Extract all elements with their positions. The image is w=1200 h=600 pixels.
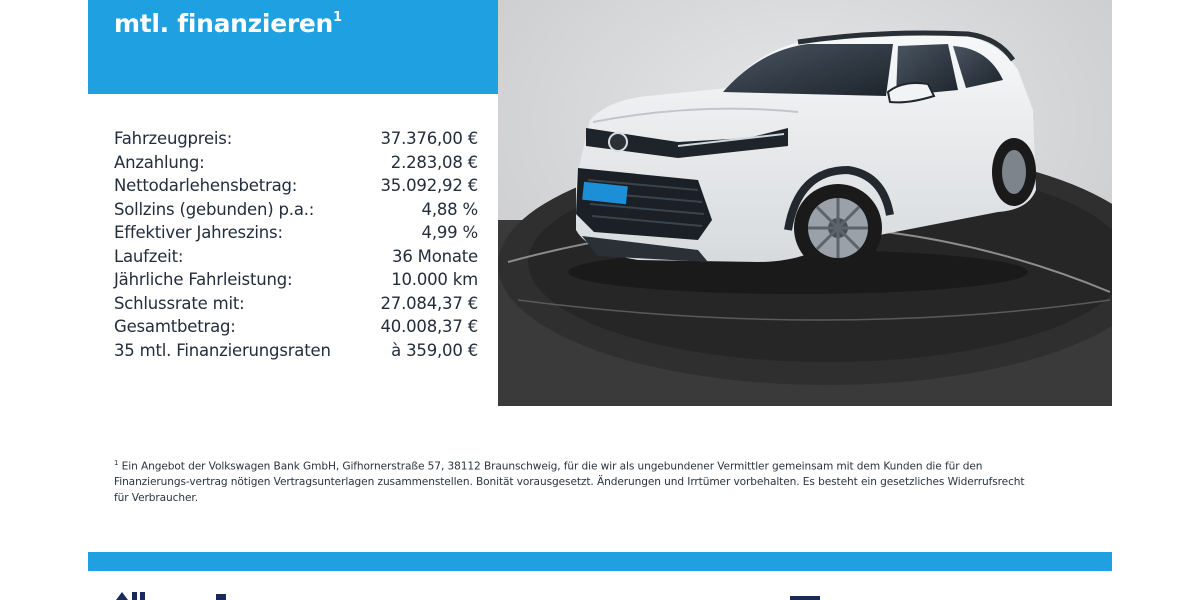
spec-row-net-loan	[114, 174, 478, 198]
spec-value: 35.092,92 €	[380, 176, 478, 195]
spec-label: Anzahlung:	[114, 152, 205, 172]
spec-label: Nettodarlehensbetrag:	[114, 176, 298, 195]
spec-row-annual-mileage	[114, 268, 478, 292]
dealer-logo-icon	[116, 590, 236, 600]
footnote-text: Ein Angebot der Volkswagen Bank GmbH, Gifhornerstraße 57, 38112 Braunschweig, für die wir als ungebundener Vermittler gemeinsam mit dem Kunden die für den Finanzierungs-vertrag nötigen Vertragsunterlagen zusammenstellen. Bonität vorausgesetzt. Änderungen und Irrtümer vorbehalten. Es besteht ein gesetzliches Widerrufsrecht für Verbraucher.	[114, 460, 1025, 504]
headline-banner	[88, 0, 498, 94]
spec-value: 4,88 %	[421, 199, 478, 219]
spec-row-final-payment	[114, 292, 478, 316]
spec-label: Laufzeit:	[114, 246, 184, 266]
spec-value: 27.084,37 €	[380, 293, 478, 313]
spec-value: 36 Monate	[392, 246, 478, 266]
spec-label: Fahrzeugpreis:	[114, 129, 233, 148]
spec-value: 10.000 km	[391, 270, 478, 289]
spec-label: Sollzins (gebunden) p.a.:	[114, 199, 315, 219]
financing-spec-list	[114, 127, 478, 362]
spec-value: 2.283,08 €	[390, 152, 478, 172]
spec-label: 35 mtl. Finanzierungsraten	[114, 340, 331, 360]
spec-row-down-payment	[114, 151, 478, 175]
spec-row-monthly-rates	[114, 339, 478, 363]
spec-label: Effektiver Jahreszins:	[114, 223, 283, 242]
headline-title: mtl. finanzieren$^1$	[114, 9, 342, 38]
footer-accent-bar	[88, 552, 1112, 571]
spec-value: à 359,00 €	[391, 340, 478, 360]
spec-value: 4,99 %	[421, 223, 478, 242]
spec-row-total	[114, 315, 478, 339]
spec-label: Jährliche Fahrleistung:	[114, 270, 293, 289]
spec-value: 40.008,37 €	[380, 317, 478, 336]
legal-footnote	[114, 456, 1034, 506]
spec-label: Gesamtbetrag:	[114, 317, 236, 336]
headline-footnote-marker: 1	[333, 9, 342, 25]
spec-row-term	[114, 245, 478, 269]
spec-label: Schlussrate mit:	[114, 293, 245, 313]
partner-logo-icon	[790, 594, 820, 600]
car-image	[498, 0, 1112, 406]
spec-value: 37.376,00 €	[380, 129, 478, 148]
spec-row-vehicle-price	[114, 127, 478, 151]
spec-row-fixed-rate	[114, 198, 478, 222]
footnote-marker: 1	[114, 459, 119, 467]
spec-row-effective-rate	[114, 221, 478, 245]
